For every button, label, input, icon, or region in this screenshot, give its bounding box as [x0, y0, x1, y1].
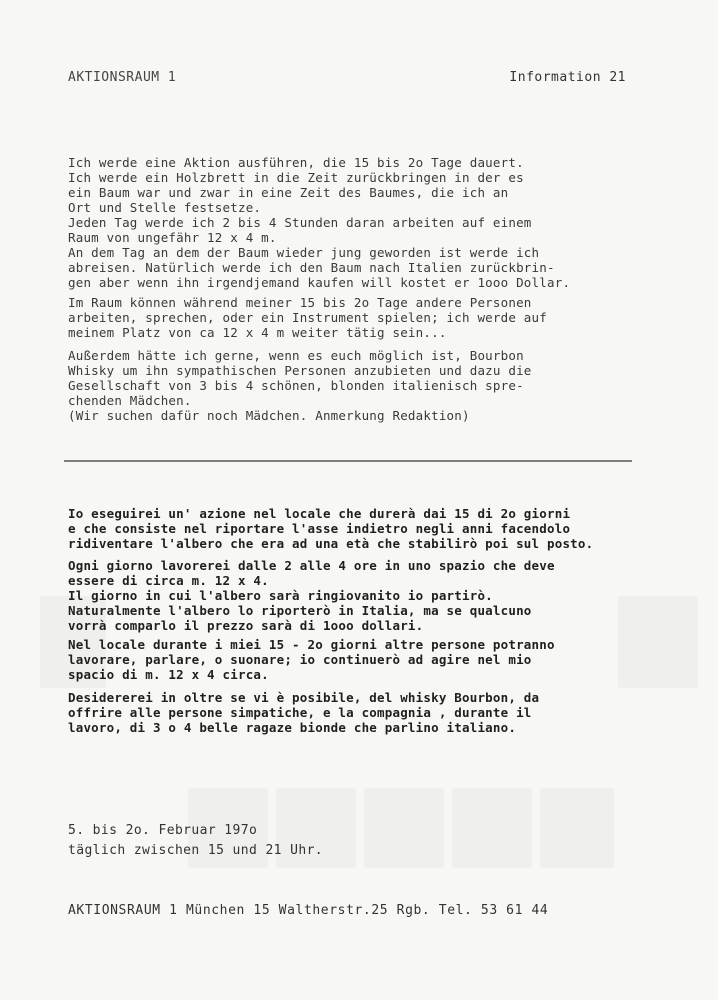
show-through-shadow: [364, 788, 444, 868]
event-hours: täglich zwischen 15 und 21 Uhr.: [68, 843, 324, 858]
italian-paragraph-2: Ogni giorno lavorerei dalle 2 alle 4 ore in uno spazio che deve essere di circa m. 12 x 4. Il giorno in cui l'albero sarà ringiovanito io partirò. Naturalmente l'albero lo riporterò in Italia, ma se qualcuno vorrà comparlo il prezzo sarà di 1ooo dollari.: [68, 558, 555, 633]
german-paragraph-3: Außerdem hätte ich gerne, wenn es euch möglich ist, Bourbon Whisky um ihn sympathischen Personen anzubieten und dazu die Gesellschaft von 3 bis 4 schönen, blonden italienisch spre- chenden Mädchen. (Wir suchen dafür noch Mädchen. Anmerkung Redaktion): [68, 348, 532, 423]
footer-address: AKTIONSRAUM 1 München 15 Waltherstr.25 Rgb. Tel. 53 61 44: [68, 903, 549, 918]
german-paragraph-1: Ich werde eine Aktion ausführen, die 15 bis 2o Tage dauert. Ich werde ein Holzbrett in die Zeit zurückbringen in der es ein Baum war und zwar in eine Zeit des Baumes, die ich an Ort und Stelle festsetze. Jeden Tag werde ich 2 bis 4 Stunden daran arbeiten auf einem Raum von ungefähr 12 x 4 m. An dem Tag an dem der Baum wieder jung geworden ist werde ich abreisen. Natürlich werde ich den Baum nach Italien zurückbrin- gen aber wenn ihn irgendjemand kaufen will kostet er 1ooo Dollar.: [68, 155, 571, 290]
italian-paragraph-3: Nel locale durante i miei 15 - 2o giorni altre persone potranno lavorare, parlare, o suonare; io continuerò ad agire nel mio spacio di m. 12 x 4 circa.: [68, 637, 555, 682]
section-divider: [64, 460, 632, 462]
italian-paragraph-4: Desidererei in oltre se vi è posibile, del whisky Bourbon, da offrire alle persone simpatiche, e la compagnia , durante il lavoro, di 3 o 4 belle ragaze bionde che parlino italiano.: [68, 690, 540, 735]
show-through-shadow: [452, 788, 532, 868]
header-info-number: Information 21: [509, 70, 626, 85]
italian-paragraph-1: Io eseguirei un' azione nel locale che durerà dai 15 di 2o giorni e che consiste nel riportare l'asse indietro negli anni facendolo ridiventare l'albero che era ad una età che stabilirò poi sul posto.: [68, 506, 594, 551]
show-through-shadow: [540, 788, 614, 868]
event-dates: 5. bis 2o. Februar 197o: [68, 823, 258, 838]
header-org-name: AKTIONSRAUM 1: [68, 70, 177, 85]
german-paragraph-2: Im Raum können während meiner 15 bis 2o Tage andere Personen arbeiten, sprechen, oder ein Instrument spielen; ich werde auf meinem Platz von ca 12 x 4 m weiter tätig sein...: [68, 295, 547, 340]
